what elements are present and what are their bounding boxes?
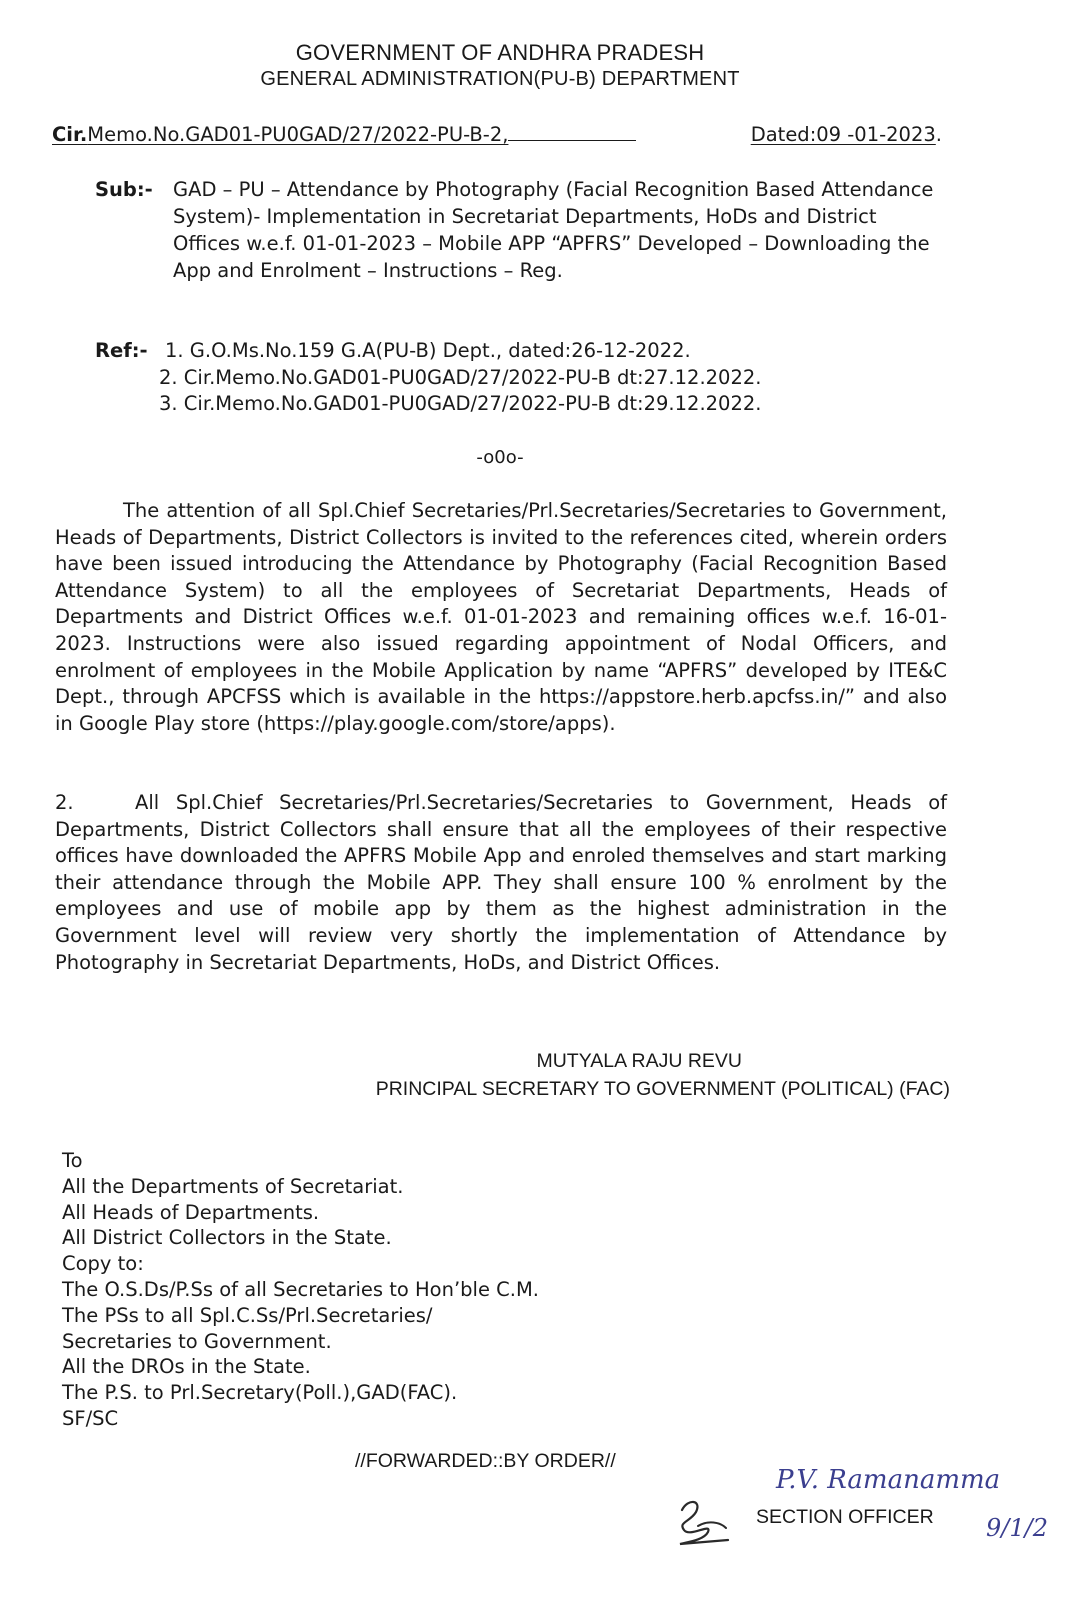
separator: -o0o- [476,447,524,468]
distribution-list [62,1148,539,1432]
references-block [95,338,945,418]
paragraph-2-number: 2. [55,791,74,814]
paragraph-2-text: All Spl.Chief Secretaries/Prl.Secretaries/Secretaries to Government, Heads of Departments, District Collectors shall ensure that all the employees of their respective offices have downloaded the APFRS Mobile App and enroled themselves and start marking their attendance through the Mobile APP. They shall ensure 100 % enrolment by the employees and use of mobile app by them as the highest administration in the Government level will review very shortly the implementation of Attendance by Photography in Secretariat Departments, HoDs, and District Offices. [55,791,947,974]
department-heading: GENERAL ADMINISTRATION(PU-B) DEPARTMENT [260,68,740,90]
distribution-item: All District Collectors in the State. [62,1226,392,1250]
distribution-item: All the DROs in the State. [62,1355,311,1379]
forwarded-by-order: //FORWARDED::BY ORDER// [355,1450,616,1472]
handwritten-name: P.V. Ramanamma [776,1465,1001,1495]
reference-item: 1. G.O.Ms.No.159 G.A(PU-B) Dept., dated:26-12-2022. [165,339,691,362]
memo-number-text: Memo.No.GAD01-PU0GAD/27/2022-PU-B-2, [87,123,509,146]
subject-text: GAD – PU – Attendance by Photography (Facial Recognition Based Attendance System)- Implementation in Secretariat Departments, HoDs and District Offices w.e.f. 01-01-2023 – Mobile APP “APFRS” Developed – Downloading the App and Enrolment – Instructions – Reg. [173,178,934,282]
distribution-item: The O.S.Ds/P.Ss of all Secretaries to Hon’ble C.M. [62,1277,539,1301]
subject-block [95,176,945,284]
memo-underline-gap [508,139,636,141]
paragraph-1-text: The attention of all Spl.Chief Secretaries/Prl.Secretaries/Secretaries to Government, Heads of Departments, District Collectors is invited to the references cited, wherein orders have been issued introducing the Attendance by Photography (Facial Recognition Based Attendance System) to all the employees of Secretariat Departments, Heads of Departments and District Offices w.e.f. 01-01-2023 and remaining offices w.e.f. 16-01-2023. Instructions were also issued regarding appointment of Nodal Officers, and enrolment of employees in the Mobile Application by name “APFRS” developed by ITE&C Dept., through APCFSS which is available in the https://appstore.herb.apcfss.in/” and also in Google Play store (https://play.google.com/store/apps). [55,499,947,735]
reference-item: 3. Cir.Memo.No.GAD01-PU0GAD/27/2022-PU-B dt:29.12.2022. [159,392,762,415]
handwritten-date: 9/1/2 [986,1514,1048,1542]
initials-mark [668,1492,748,1552]
distribution-item: The P.S. to Prl.Secretary(Poll.),GAD(FAC). [62,1381,458,1405]
distribution-item: All Heads of Departments. [62,1200,320,1224]
memo-prefix: Cir. [52,123,88,146]
distribution-item: The PSs to all Spl.C.Ss/Prl.Secretaries/ [62,1303,433,1327]
memo-date-suffix: . [935,123,942,146]
distribution-item: All the Departments of Secretariat. [62,1174,404,1198]
distribution-item: SF/SC [62,1406,119,1430]
memo-line [52,123,942,146]
signatory-title: PRINCIPAL SECRETARY TO GOVERNMENT (POLITICAL) (FAC) [375,1078,950,1100]
paragraph-2 [55,790,947,976]
references-label: Ref:- [95,339,148,362]
memo-date-text: Dated:09 -01-2023 [750,123,936,146]
government-heading: GOVERNMENT OF ANDHRA PRADESH [295,40,705,65]
section-officer-label: SECTION OFFICER [756,1506,934,1528]
distribution-item: To [62,1149,83,1172]
reference-item: 2. Cir.Memo.No.GAD01-PU0GAD/27/2022-PU-B dt:27.12.2022. [159,365,762,389]
distribution-item: Copy to: [62,1252,144,1276]
memo-date [751,123,942,146]
signatory-name: MUTYALA RAJU REVU [536,1050,742,1072]
subject-label: Sub:- [95,178,153,201]
distribution-item: Secretaries to Government. [62,1329,332,1353]
paragraph-1 [55,498,947,737]
memo-number [52,123,508,146]
